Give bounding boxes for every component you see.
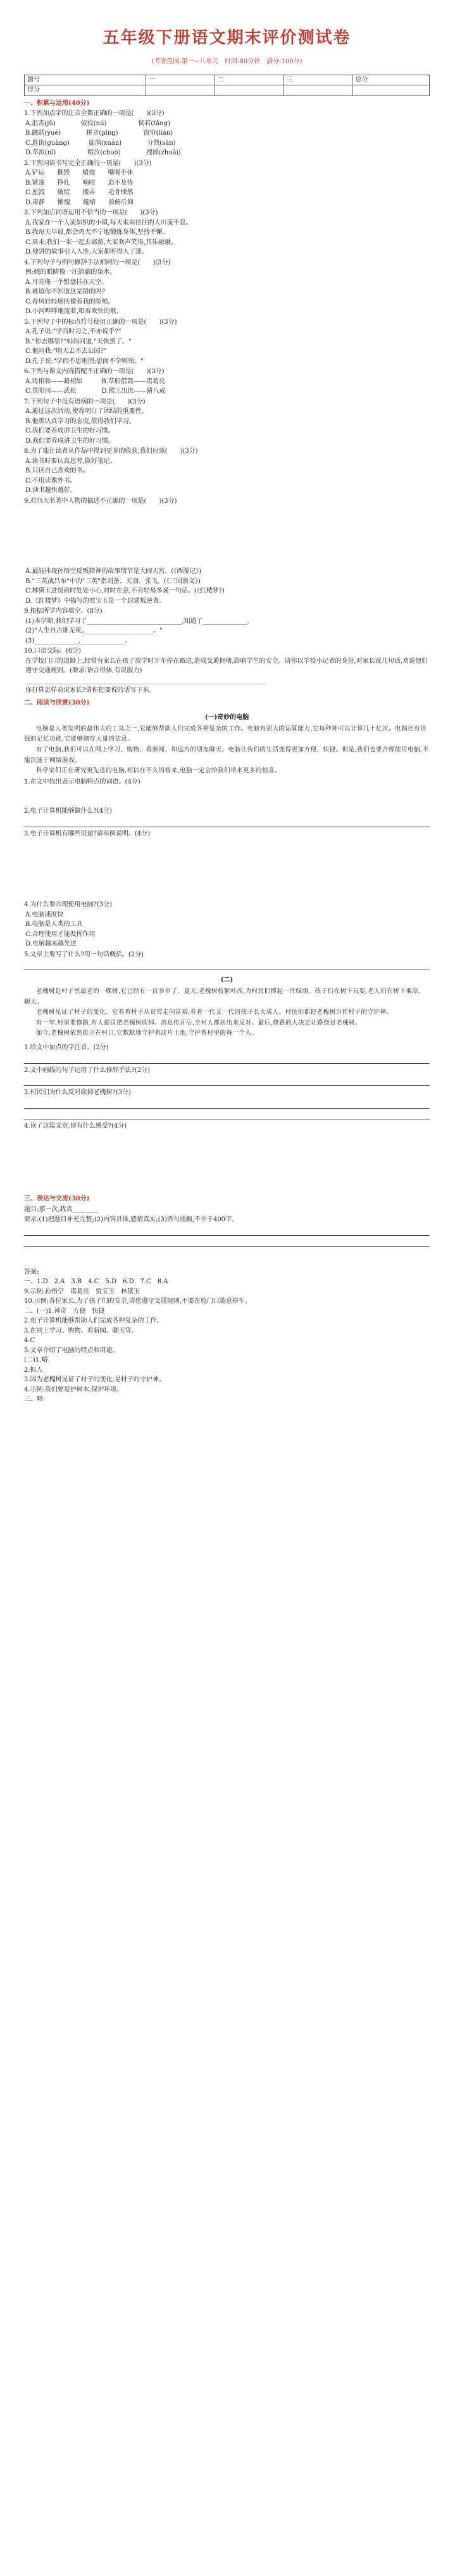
example: 例:她的眼睛像一汪清澈的泉水。 — [25, 269, 116, 276]
answer-line-text: 三、略 — [24, 1396, 43, 1403]
question: 1.下列加点字的注音全都正确的一项是( )(3分) — [24, 110, 165, 118]
blank-space — [24, 1131, 430, 1192]
question: 4.读了这篇文章,你有什么感受?(4分) — [24, 1122, 127, 1130]
option: A.电脑速度快 — [25, 911, 64, 918]
table-cell — [215, 85, 284, 96]
option: D.肃静 惭愧 蜷缩 前俯后仰 — [25, 199, 134, 206]
paragraph: 有了电脑,我们可以在网上学习、购物、看新闻、和远方的朋友聊天。电脑让我们的生活变得更加方便、快捷。但是,我们也要合理使用电脑,不能沉迷于网络游戏。 — [24, 746, 429, 764]
question: 5.下列句子中的标点符号使用正确的一项是( )(3分) — [24, 318, 177, 326]
option: C.春风轻轻地抚摸着我的脸颊。 — [25, 298, 115, 305]
table-cell: 得分 — [25, 85, 146, 96]
option: B."你去哪里?"妈妈问道,"天快黑了。" — [25, 338, 132, 345]
question: 1.在文中找出表示电脑特点的词语。(4分) — [24, 778, 140, 786]
blank-space — [24, 1248, 430, 1267]
answer-heading: 答案: — [24, 1268, 39, 1276]
option: C.我们要养成讲卫生的好习惯。 — [25, 428, 115, 435]
answer-line — [24, 1111, 430, 1119]
essay-requirements: 要求:(1)把题目补充完整;(2)内容具体,感情真实;(3)语句通顺,不少于400字。 — [24, 1216, 239, 1224]
exam-title: 五年级下册语文期末评价测试卷 — [103, 28, 351, 47]
option: D.草拟(nǐ) 啜泣(chuò) 拽掉(zhuài) — [25, 149, 181, 157]
paragraph: 有一年,村里要修路,有人提议把老槐树砍掉。消息传开后,全村人都站出来反对。最后,修路的人决定让路绕过老槐树。 — [36, 1019, 362, 1026]
table-cell: 总分 — [352, 75, 430, 85]
option: B.只读自己喜欢的书。 — [25, 467, 89, 475]
fill-blank-item: (3)______________,______________。 — [25, 637, 132, 644]
section-heading: 三、表达与交流(30分) — [24, 1195, 90, 1203]
paragraph: 老槐树见证了村子的变化。它看着村子从贫穷走向富裕,看着一代又一代的孩子长大成人。村民们都把老槐树当作村子的守护神。 — [36, 1009, 393, 1016]
option: C.周末,我们一家一起去郊游,大家欢声笑语,其乐融融。 — [25, 238, 178, 246]
question: 3.下列加点词语运用不恰当的一项是( )(3分) — [24, 209, 158, 217]
paragraph: 老槐树是村子里最老的一棵树,它已经有一百多岁了。夏天,老槐树枝繁叶茂,为村民们撑起一片绿荫。孩子们在树下玩耍,老人们在树下乘凉、聊天。 — [24, 987, 425, 1006]
answer-line — [24, 1100, 430, 1109]
question-text: 你打算怎样劝说家长?请你把要说的话写下来。 — [25, 687, 156, 694]
question: 6.下列与课文内容搭配不正确的一项是( )(3分) — [24, 368, 165, 376]
option: D.《红楼梦》中描写的贾宝玉是一个封建叛逆者。 — [25, 597, 165, 605]
option: B.跳跃(yuè) 拼音(pīng) 窗帘(lián) — [25, 130, 173, 137]
answer-line-text: (二)1.略 — [24, 1357, 48, 1364]
option: A.孔子说:"学而时习之,不亦说乎?" — [25, 328, 122, 336]
answer-line-text: 9.示例:孙悟空 诸葛亮 贾宝玉 林黛玉 — [24, 1288, 140, 1295]
answer-line-text: 2.拟人 — [24, 1366, 43, 1374]
question: 4.下列句子与例句修辞手法相同的一项是( )(3分) — [24, 259, 171, 266]
answer-line-text: 4.示例:我们要爱护树木,保护环境。 — [24, 1386, 123, 1393]
table-cell — [284, 85, 352, 96]
option: B.我每天早晨,都会鸡犬不宁地锻炼身体,坚持不懈。 — [25, 229, 169, 237]
option: D.小河哗哗地流着,唱着欢快的歌。 — [25, 308, 123, 316]
option: C.逆流 破绽 搬弄 毛骨悚然 — [25, 189, 134, 197]
fill-blank-item: (1)本学期,我们学习了______________________________,知道了______________。 — [25, 617, 254, 625]
table-cell: 二 — [215, 75, 284, 85]
answer-line-text: 3.在网上学习、购物、看新闻、聊天等。 — [24, 1327, 138, 1334]
question: 3.村民们为什么反对砍掉老槐树?(3分) — [24, 1089, 132, 1097]
option: D.孔子说:"学而不思则罔;思而不学则殆。" — [25, 357, 144, 365]
question: 7.下列句子中没有语病的一项是( )(3分) — [24, 398, 146, 405]
option: B.紧凑 挣扎 嘀咕 迫不及待 — [25, 179, 134, 187]
fill-blank-item: (2)"人生自古谁无死,______________________。" — [25, 627, 163, 635]
answer-line-text: 2.电子计算机能够帮助人们完成各种复杂的工作。 — [24, 1317, 163, 1325]
option: A.我家在一个人流如织的小镇,每天来来往往的人川流不息。 — [25, 219, 192, 226]
question: 1.给文中加点的字注音。(2分) — [24, 1044, 109, 1052]
question: 8.为了能让读者从作品中得到更多的收获,我们应该( )(3分) — [24, 448, 198, 455]
question: 2.文中画线的句子运用了什么修辞手法?(2分) — [24, 1066, 151, 1074]
option: A.将相和——蔺相如 B.草船借箭——诸葛亮 — [25, 378, 165, 385]
question: 2.下列词语书写完全正确的一项是( )(3分) — [24, 159, 152, 167]
option: C.不用读课外书。 — [25, 477, 77, 484]
table-cell: 题号 — [25, 75, 146, 85]
blank-space — [24, 787, 430, 806]
question: 3.电子计算机有哪些用途?请举例说明。(4分) — [24, 830, 151, 837]
paragraph: 电脑是人类发明的最伟大的工具之一,它能够帮助人们完成各种复杂的工作。电脑有强大的运算能力,它每秒钟可以计算几十亿次。电脑还有很强的记忆功能,它能够储存大量的信息。 — [24, 725, 427, 743]
table-cell: 三 — [284, 75, 352, 85]
section-heading: 二、阅读与欣赏(30分) — [24, 699, 90, 706]
score-table — [24, 75, 430, 96]
section-heading: 一、积累与运用(40分) — [24, 99, 90, 107]
option: A.铲运 撕毁 蜡烛 嘴喝不休 — [25, 169, 134, 177]
option: D.读书越快越好。 — [25, 487, 77, 495]
option: A.月亮像一个银盘挂在天空。 — [25, 278, 108, 286]
essay-prompt: 题目:那一次,我真________ — [24, 1205, 98, 1213]
question: 9.根据所学内容填空。(8分) — [24, 608, 103, 615]
article-title: (一)奇妙的电脑 — [204, 714, 249, 722]
option: B.难道你不知道这是错的吗? — [25, 288, 105, 296]
answer-line-text: 4.C — [24, 1337, 35, 1345]
answer-line — [24, 1238, 430, 1247]
question: 10.口语交际。(6分) — [24, 648, 82, 655]
option: A.最能体现孙悟空反叛精神的故事情节是大闹天宫。(《西游记》) — [25, 568, 202, 576]
option: A.通过这次活动,使我明白了团结的重要性。 — [25, 408, 148, 416]
article-title: (二) — [220, 977, 234, 984]
table-row — [25, 75, 430, 85]
option: B.他那认真学习的态度,值得我们学习。 — [25, 417, 135, 425]
answer-line-text: 二、(一)1.神奇 方便 快捷 — [24, 1307, 105, 1315]
table-cell — [146, 85, 215, 96]
question: 5.文章主要写了什么?用一句话概括。(2分) — [24, 951, 144, 958]
answer-line-text: 10.示例:各位家长,为了孩子们的安全,请您遵守交通规则,不要在校门口随意停车。 — [24, 1298, 251, 1305]
answer-line-text: 5.文章介绍了电脑的特点和用途。 — [24, 1347, 119, 1354]
question-text: 在学校门口的道路上,经常有家长在孩子放学时开车停在路边,造成交通拥堵,影响学生的安全。请你以学校小记者的身份,对家长说几句话,劝说他们遵守交通规则。(要求:语言得体,有说服力) — [25, 657, 428, 675]
paragraph: 科学家们正在研究更先进的电脑,相信在不久的将来,电脑一定会给我们带来更多的惊喜。 — [36, 767, 282, 775]
answer-line — [24, 818, 430, 827]
option: A.沮丧(jǔ) 奴役(nú) 倘若(tǎng) — [25, 120, 171, 127]
option: C.他问我:"明天去不去公园?" — [25, 348, 107, 355]
table-row — [25, 85, 430, 96]
table-cell: 一 — [146, 75, 215, 85]
answer-line — [24, 1055, 430, 1064]
option: A.读书时要认真思考,做好笔记。 — [25, 457, 116, 465]
option: C.逛街(guàng) 旋涡(xuán) 分散(sàn) — [25, 139, 176, 147]
answer-line-text: 一、1.D 2.A 3.B 4.C 5.D 6.D 7.C 8.A — [24, 1278, 168, 1286]
option: C.林黛玉进贾府时处处小心,时时在意,不肯轻易多说一句话。(《红楼梦》) — [25, 588, 225, 595]
answer-line — [24, 1077, 430, 1086]
option: B.电脑是人类的工具 — [25, 921, 83, 928]
option: D.我们要养成讲卫生的好习惯。 — [25, 437, 115, 445]
answer-line: ____________________________________________________________________________ — [25, 677, 266, 684]
option: D.电脑越来越先进 — [25, 940, 77, 948]
answer-line-text: 3.因为老槐树见证了村子的变化,是村子的守护神。 — [24, 1376, 165, 1384]
option: C.合理使用才能发挥作用 — [25, 930, 96, 938]
question: 4.为什么要合理使用电脑?(3分) — [24, 901, 113, 909]
question: 9.对四大名著中人物的描述不正确的一项是( )(3分) — [24, 497, 177, 505]
blank-space — [24, 839, 430, 899]
question: 2.电子计算机能够做什么?(4分) — [24, 808, 113, 815]
option: C.景阳冈——武松 D.猴王出世——猪八戒 — [25, 388, 166, 395]
blank-space — [24, 506, 430, 567]
answer-line — [24, 1227, 430, 1236]
paragraph: 如今,老槐树依然挺立在村口,它默默地守护着这片土地,守护着村里的每一个人。 — [36, 1030, 258, 1037]
option: D.他讲的故事引人入胜,大家都听得入了迷。 — [25, 249, 149, 256]
exam-subtitle: (考查范围:第一~八单元 时间:80分钟 满分:100分) — [151, 58, 302, 66]
answer-line — [24, 961, 430, 970]
table-cell — [352, 85, 430, 96]
option: B."三英战吕布"中的"三英"指刘备、关羽、张飞。(《三国演义》) — [25, 577, 201, 585]
